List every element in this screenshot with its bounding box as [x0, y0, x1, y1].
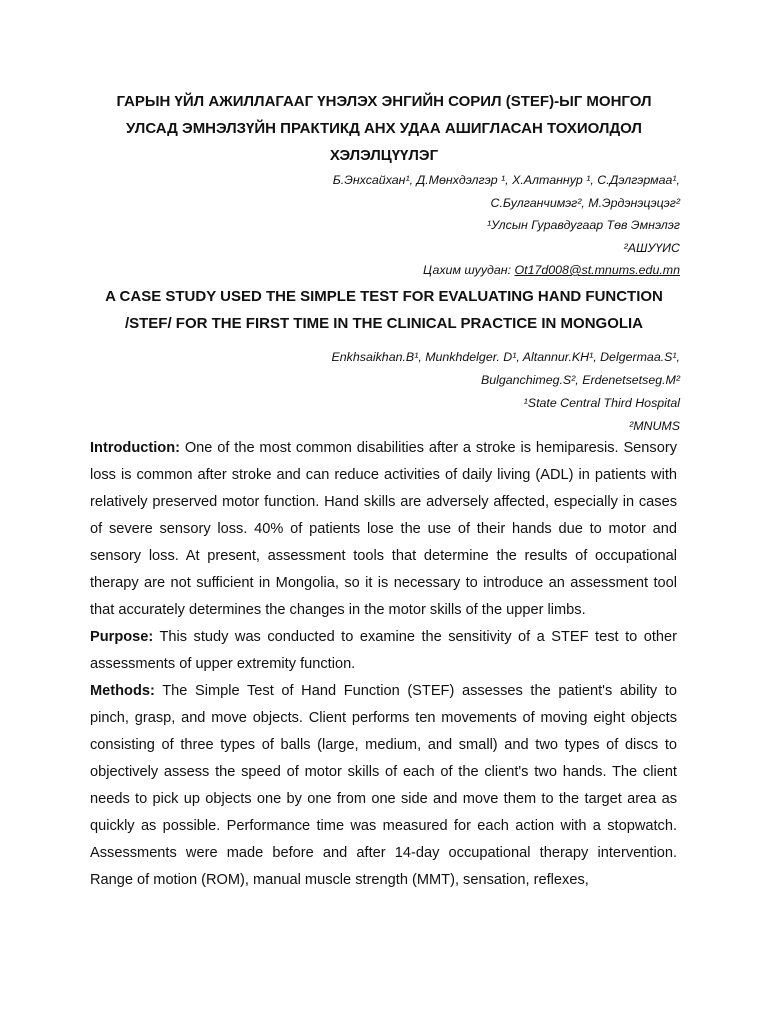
- mongolian-authors-line: С.Булганчимэг², М.Эрдэнэцэцэг²: [490, 195, 680, 210]
- mongolian-authors-line: Б.Энхсайхан¹, Д.Мөнхдэлгэр ¹, Х.Алтаннур ¹, С.Дэлгэрмаа¹,: [332, 173, 680, 187]
- email-link[interactable]: Ot17d008@st.mnums.edu.mn: [514, 263, 680, 277]
- methods-text: The Simple Test of Hand Function (STEF) assesses the patient's ability to pinch, grasp, and move objects. Client performs ten movements of moving eight objects consisting of three types of balls (large, medium, and small) and two types of discs to objectively assess the speed of motor skills of each of the client's two hands. The client needs to pick up objects one by one from one side and move them to the target area as quickly as possible. Performance time was measured for each action with a stopwatch. Assessments were made before and after 14-day occupational therapy intervention. Range of motion (ROM), manual muscle strength (MMT), sensation, reflexes,: [90, 683, 677, 888]
- email-line: [120, 259, 680, 282]
- english-authors-line: Enkhsaikhan.B¹, Munkhdelger. D¹, Altannur.KH¹, Delgermaa.S¹,: [331, 350, 680, 364]
- english-affiliation: ¹State Central Third Hospital: [523, 396, 680, 410]
- mongolian-title: [90, 88, 678, 169]
- english-author-block: [120, 346, 680, 438]
- mongolian-affiliation: ¹Улсын Гуравдугаар Төв Эмнэлэг: [487, 218, 680, 232]
- english-title-line: A CASE STUDY USED THE SIMPLE TEST FOR EVALUATING HAND FUNCTION: [105, 288, 663, 305]
- mongolian-title-line: ХЭЛЭЛЦҮҮЛЭГ: [329, 147, 439, 164]
- purpose-label: Purpose:: [90, 629, 154, 645]
- mongolian-title-line: ГАРЫН ҮЙЛ АЖИЛЛАГААГ ҮНЭЛЭХ ЭНГИЙН СОРИЛ (STEF)-ЫГ МОНГОЛ: [116, 93, 652, 110]
- english-affiliation: ²MNUMS: [629, 419, 680, 433]
- english-title: [90, 283, 678, 337]
- methods-label: Methods:: [90, 683, 155, 699]
- english-title-line: /STEF/ FOR THE FIRST TIME IN THE CLINICAL PRACTICE IN MONGOLIA: [124, 315, 644, 332]
- introduction-paragraph: [90, 435, 677, 624]
- mongolian-affiliation: ²АШУҮИС: [623, 240, 680, 255]
- english-authors-line: Bulganchimeg.S², Erdenetsetseg.M²: [480, 373, 680, 387]
- mongolian-author-block: [120, 169, 680, 282]
- email-label: Цахим шуудан:: [423, 263, 515, 277]
- introduction-text: One of the most common disabilities after a stroke is hemiparesis. Sensory loss is common after stroke and can reduce activities of daily living (ADL) in patients with relatively preserved motor function. Hand skills are adversely affected, especially in cases of severe sensory loss. 40% of patients lose the use of their hands due to motor and sensory loss. At present, assessment tools that determine the results of occupational therapy are not sufficient in Mongolia, so it is necessary to introduce an assessment tool that accurately determines the changes in the motor skills of the upper limbs.: [90, 440, 677, 618]
- purpose-text: This study was conducted to examine the sensitivity of a STEF test to other assessments of upper extremity function.: [90, 629, 677, 672]
- mongolian-title-line: УЛСАД ЭМНЭЛЗҮЙН ПРАКТИКД АНХ УДАА АШИГЛАСАН ТОХИОЛДОЛ: [126, 120, 642, 137]
- purpose-paragraph: [90, 624, 677, 678]
- abstract-body: [90, 435, 677, 894]
- introduction-label: Introduction:: [90, 440, 180, 456]
- methods-paragraph: [90, 678, 677, 894]
